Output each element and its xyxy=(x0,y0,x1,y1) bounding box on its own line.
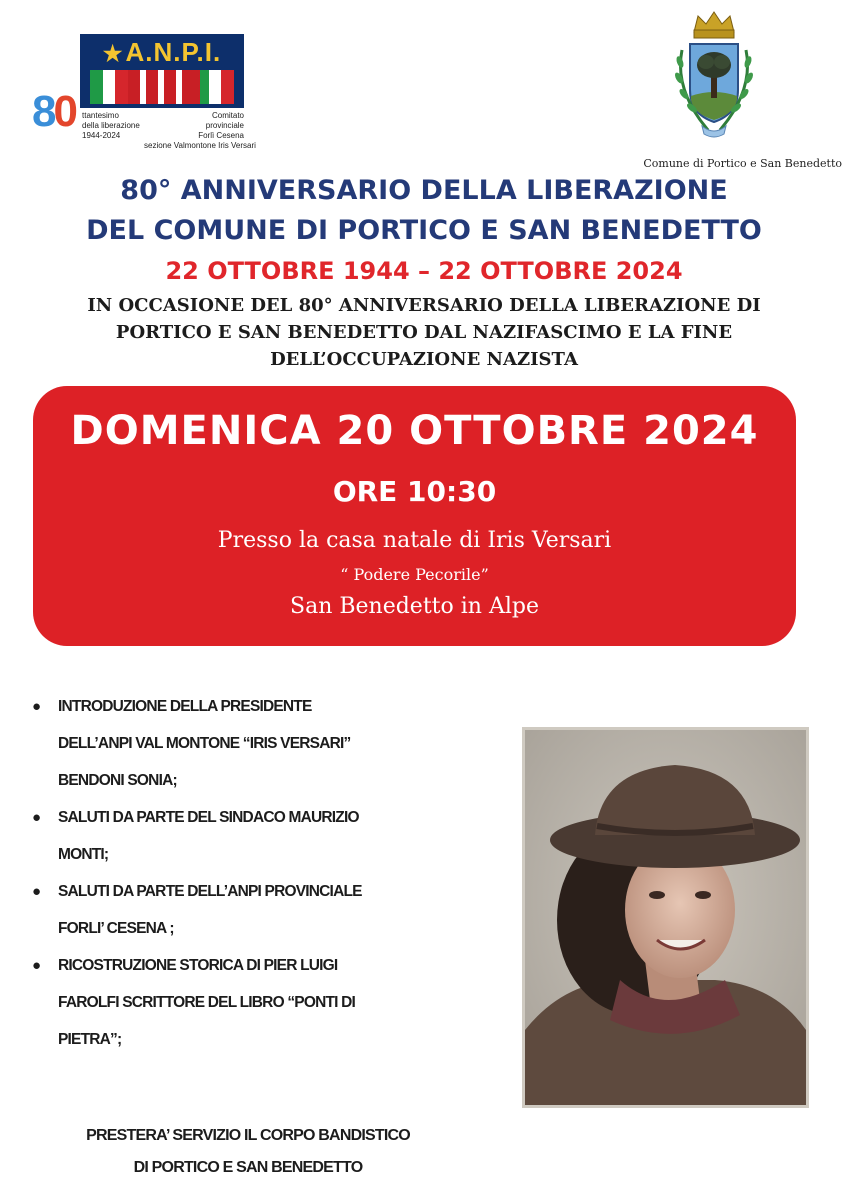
occasion-text: IN OCCASIONE DEL 80° ANNIVERSARIO DELLA LIBERAZIONE DI PORTICO E SAN BENEDETTO DAL NAZIFASCIMO E LA FINE DELL’OCCUPAZIONE NAZISTA xyxy=(87,295,761,370)
anpi-logo xyxy=(32,34,256,150)
italian-flag-icon xyxy=(90,70,128,104)
italian-flag-icon xyxy=(196,70,234,104)
event-date: DOMENICA 20 OTTOBRE 2024 xyxy=(70,408,759,454)
event-time: ORE 10:30 xyxy=(332,475,497,508)
list-item: ● SALUTI DA PARTE DELL’ANPI PROVINCIALE FORLI’ CESENA ; xyxy=(30,873,490,947)
anpi-logo-box xyxy=(80,34,244,108)
heading-line-2: DEL COMUNE DI PORTICO E SAN BENEDETTO xyxy=(86,215,762,246)
footer-line-1: PRESTERA’ SERVIZIO IL CORPO BANDISTICO xyxy=(86,1127,410,1144)
anpi-subtitle-right: Comitato provinciale Forlì Cesena sezione Valmontone Iris Versari xyxy=(144,111,256,150)
footer-line-2: DI PORTICO E SAN BENEDETTO xyxy=(133,1159,363,1176)
bullet-icon: ● xyxy=(32,698,41,715)
event-place-line-2: “ Podere Pecorile” xyxy=(340,565,489,584)
coat-of-arms-icon xyxy=(664,10,764,140)
heading-dates: 22 OTTOBRE 1944 – 22 OTTOBRE 2024 xyxy=(165,257,683,285)
event-banner xyxy=(33,386,796,646)
list-item: ● SALUTI DA PARTE DEL SINDACO MAURIZIO MONTI; xyxy=(30,799,490,873)
eighty-logo: 80 xyxy=(32,87,75,136)
portrait-photo xyxy=(522,727,809,1108)
anpi-stripes xyxy=(128,70,200,104)
anpi-title: A.N.P.I. xyxy=(125,37,222,67)
list-item: ● INTRODUZIONE DELLA PRESIDENTE DELL’ANPI VAL MONTONE “IRIS VERSARI” BENDONI SONIA; xyxy=(30,688,490,799)
event-place-line-3: San Benedetto in Alpe xyxy=(290,594,539,619)
footer-text xyxy=(0,1120,496,1184)
program-list xyxy=(30,688,490,1058)
heading-line-1: 80° ANNIVERSARIO DELLA LIBERAZIONE xyxy=(120,175,728,206)
star-icon: ★ xyxy=(102,41,124,66)
list-item: ● RICOSTRUZIONE STORICA DI PIER LUIGI FAROLFI SCRITTORE DEL LIBRO “PONTI DI PIETRA”; xyxy=(30,947,490,1058)
anpi-subtitle-left: ttantesimo della liberazione 1944-2024 xyxy=(82,111,140,140)
bullet-icon: ● xyxy=(32,809,41,826)
crest-caption: Comune di Portico e San Benedetto xyxy=(643,157,842,170)
event-place-line-1: Presso la casa natale di Iris Versari xyxy=(217,528,612,553)
bullet-icon: ● xyxy=(32,883,41,900)
bullet-icon: ● xyxy=(32,957,41,974)
